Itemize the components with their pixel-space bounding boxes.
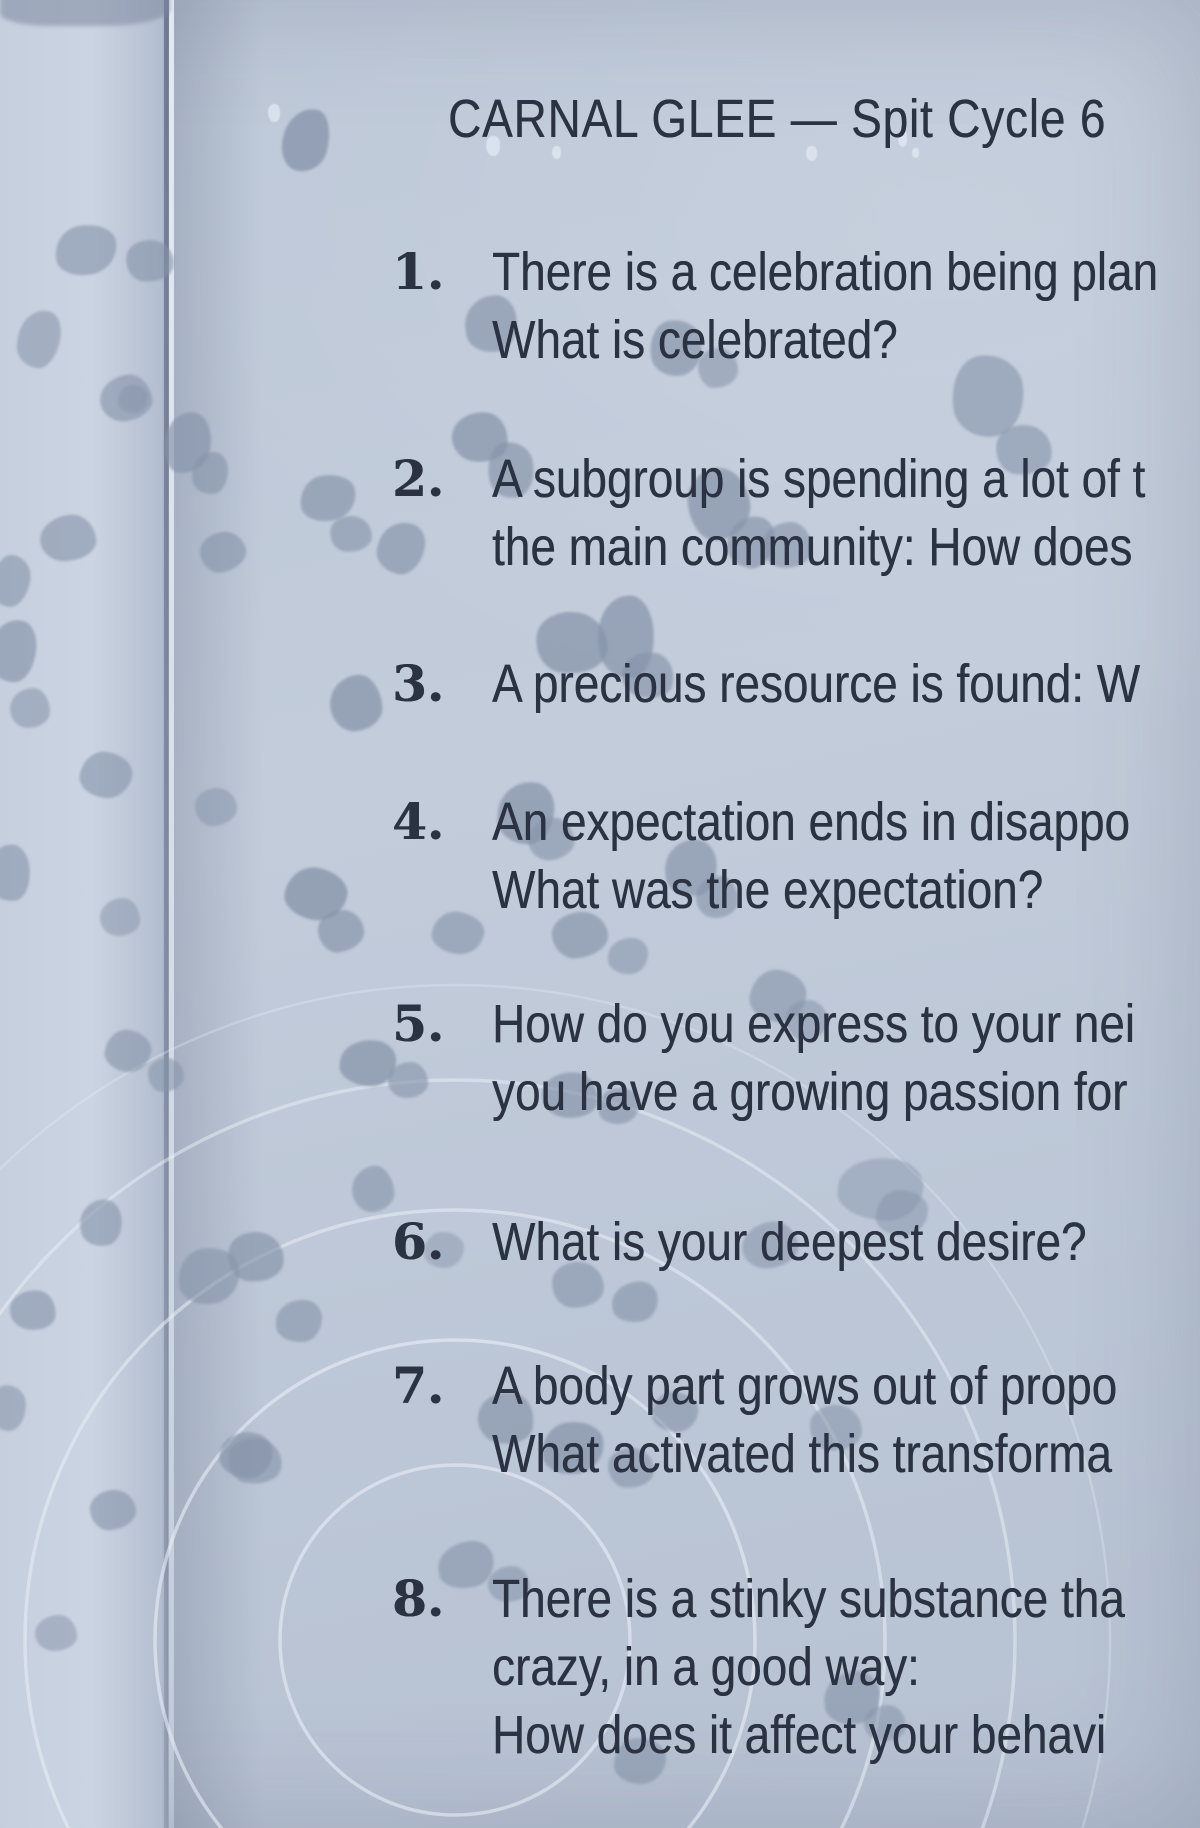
ink-blob (0, 553, 33, 610)
ink-blob (0, 1385, 26, 1431)
question-line: There is a celebration being plan (492, 242, 1158, 302)
ink-blob (51, 220, 121, 280)
ink-blob (608, 938, 648, 974)
ink-blob (610, 1280, 660, 1325)
ink-blob (276, 103, 337, 177)
ink-blob (102, 1026, 155, 1075)
ink-blob (148, 1058, 184, 1092)
question-number: 2. (392, 449, 445, 508)
page-title: CARNAL GLEE — Spit Cycle 6 (448, 89, 1107, 149)
question-number: 8. (392, 1569, 445, 1628)
ink-blob (124, 238, 175, 284)
question-number: 7. (392, 1356, 445, 1415)
ink-blob (276, 1300, 322, 1342)
ink-blob (192, 452, 228, 494)
ink-blob (372, 517, 430, 579)
question-lines (492, 990, 1200, 1126)
ink-blob (328, 673, 385, 733)
question-line: An expectation ends in disappo (492, 792, 1130, 852)
ink-blob (0, 618, 39, 684)
question-line: A body part grows out of propo (492, 1356, 1118, 1416)
question-number: 3. (392, 654, 445, 713)
question-line: A subgroup is spending a lot of t (492, 449, 1146, 509)
question-line: There is a stinky substance tha (492, 1569, 1125, 1629)
ink-blob (350, 1164, 397, 1214)
ink-blob (35, 1615, 77, 1651)
question-line: How does it affect your behavi (492, 1705, 1107, 1765)
question-line: What is your deepest desire? (492, 1212, 1087, 1272)
ink-blob (88, 1488, 137, 1532)
question-number: 6. (392, 1212, 445, 1271)
question-line: A precious resource is found: W (492, 654, 1141, 714)
ink-blob (77, 749, 135, 802)
ink-blob (388, 1062, 428, 1098)
white-fleck (268, 104, 280, 122)
question-lines (492, 650, 1200, 718)
ink-blob (8, 1288, 58, 1333)
question-number: 1. (392, 242, 445, 301)
question-lines (492, 1565, 1200, 1769)
ink-blob (429, 909, 486, 958)
ink-blob (193, 786, 238, 828)
question-lines (492, 445, 1200, 581)
ink-blob (10, 688, 50, 728)
ink-blob (38, 513, 98, 564)
question-line: What was the expectation? (492, 860, 1044, 920)
question-lines (492, 238, 1200, 374)
question-line: How do you express to your nei (492, 994, 1135, 1054)
question-line: you have a growing passion for (492, 1062, 1128, 1122)
question-line: What activated this transforma (492, 1424, 1112, 1484)
ink-blob (196, 528, 249, 577)
ink-blob (77, 1197, 125, 1248)
ink-blob (100, 898, 140, 936)
question-line: What is celebrated? (492, 310, 898, 370)
question-number: 4. (392, 792, 445, 851)
question-line: the main community: How does (492, 517, 1133, 577)
ink-blob (13, 307, 64, 371)
question-number: 5. (392, 994, 445, 1053)
question-line: crazy, in a good way: (492, 1637, 920, 1697)
question-lines (492, 1352, 1200, 1488)
ink-blob (0, 843, 33, 903)
question-lines (492, 1208, 1200, 1276)
ink-blob (329, 514, 374, 554)
question-lines (492, 788, 1200, 924)
